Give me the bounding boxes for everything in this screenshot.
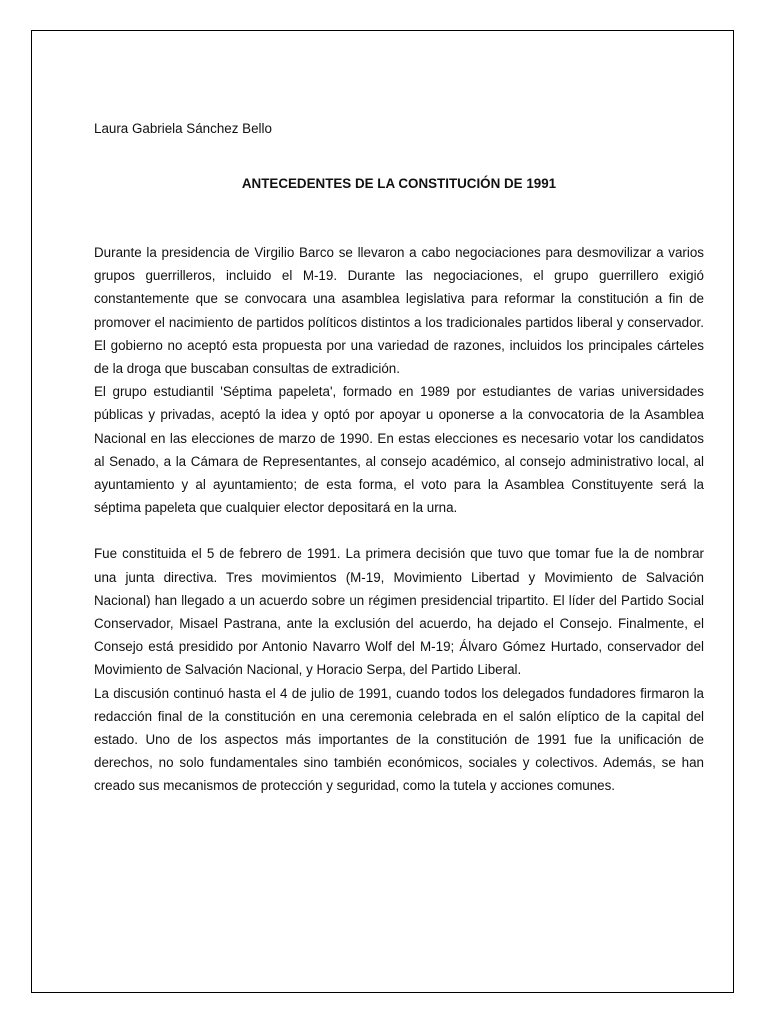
paragraph-3: Fue constituida el 5 de febrero de 1991. La primera decisión que tuvo que tomar fue la de nombrar una junta directiva. Tres movimientos (M-19, Movimiento Libertad y Movimiento de Salvación Nacional) han llegado a un acuerdo sobre un régimen presidencial tripartito. El líder del Partido Social Conservador, Misael Pastrana, ante la exclusión del acuerdo, ha dejado el Consejo. Finalmente, el Consejo está presidido por Antonio Navarro Wolf del M-19; Álvaro Gómez Hurtado, conservador del Movimiento de Salvación Nacional, y Horacio Serpa, del Partido Liberal. — [94, 546, 704, 678]
document-title: ANTECEDENTES DE LA CONSTITUCIÓN DE 1991 — [241, 176, 557, 191]
paragraph-gap — [94, 519, 704, 542]
paragraph-1: Durante la presidencia de Virgilio Barco se llevaron a cabo negociaciones para desmovilizar a varios grupos guerrilleros, incluido el M-19. Durante las negociaciones, el grupo guerrillero exigió constantemente que se convocara una asamblea legislativa para reformar la constitución a fin de promover el nacimiento de partidos políticos distintos a los tradicionales partidos liberal y conservador. El gobierno no aceptó esta propuesta por una variedad de razones, incluidos los principales cárteles de la droga que buscaban consultas de extradición. — [94, 245, 704, 377]
paragraph-4: La discusión continuó hasta el 4 de julio de 1991, cuando todos los delegados fundadores firmaron la redacción final de la constitución en una ceremonia celebrada en el salón elíptico de la capital del estado. Uno de los aspectos más importantes de la constitución de 1991 fue la unificación de derechos, no solo fundamentales sino también económicos, sociales y colectivos. Además, se han creado sus mecanismos de protección y seguridad, como la tutela y acciones comunes. — [94, 685, 704, 794]
paragraph-2: El grupo estudiantil 'Séptima papeleta', formado en 1989 por estudiantes de varias universidades públicas y privadas, aceptó la idea y optó por apoyar u oponerse a la convocatoria de la Asamblea Nacional en las elecciones de marzo de 1990. En estas elecciones es necesario votar los candidatos al Senado, a la Cámara de Representantes, al consejo académico, al consejo administrativo local, al ayuntamiento y al ayuntamiento; de esta forma, el voto para la Asamblea Constituyente será la séptima papeleta que cualquier elector depositará en la urna. — [94, 384, 704, 516]
document-body — [94, 117, 704, 798]
document-page — [31, 30, 734, 993]
author-name: Laura Gabriela Sánchez Bello — [94, 121, 272, 136]
